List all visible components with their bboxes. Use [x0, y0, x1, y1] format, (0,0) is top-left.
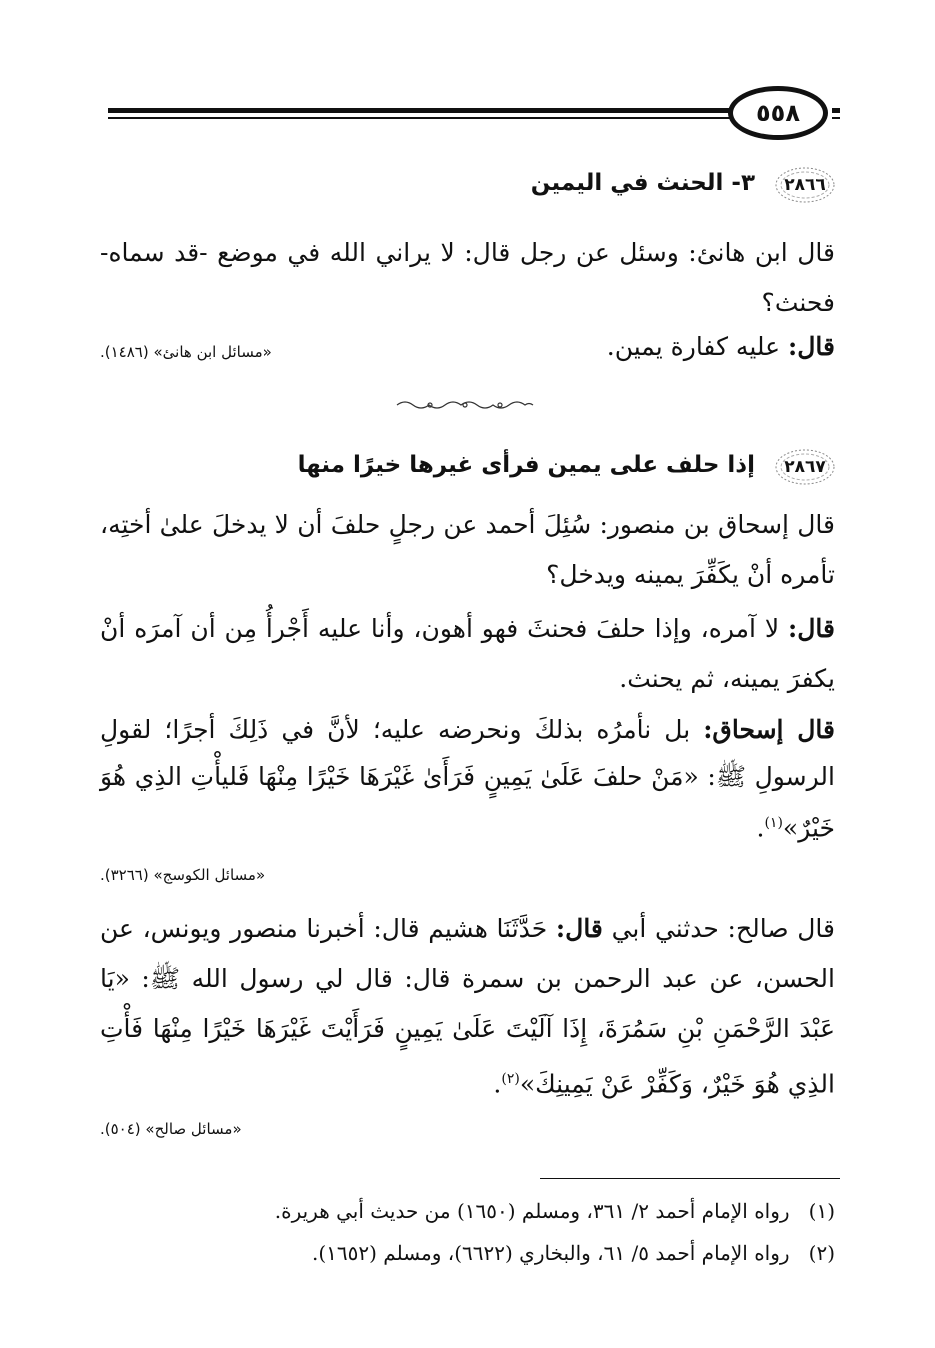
- saleh-text: حَدَّثَنَا هشيم قال: أخبرنا منصور ويونس، عن الحسن، عن عبد الرحمن بن سمرة قال: قال لي رسول الله ﷺ: «يَا عَبْدَ الرَّحْمَنِ بْنِ سَمُرَةَ، إِذَا آلَيْتَ عَلَىٰ يَمِينٍ فَرَأَيْتَ غَيْرَهَا خَيْرًا مِنْهَا فَأْتِ الذِي هُوَ خَيْرٌ، وَكَفِّرْ عَنْ يَمِينِكَ»: [100, 914, 835, 1099]
- answer-paragraph: [100, 604, 835, 704]
- question-paragraph: قال ابن هانئ: وسئل عن رجل قال: لا يراني الله في موضع -قد سماه- فحنث؟: [100, 238, 835, 317]
- ishaq-label: قال إسحاق:: [703, 715, 835, 744]
- question-paragraph: قال إسحاق بن منصور: سُئِلَ أحمد عن رجلٍ حلفَ أن لا يدخلَ علىٰ أختِه، تأمره أنْ يكَفِّرَ يمينه ويدخل؟: [100, 510, 835, 589]
- issue-number-badge: [774, 448, 836, 486]
- ishaq-paragraph: قال إسحاق: بل نأمرُه بذلكَ ونحرضه عليه؛ لأنَّ في ذَلِكَ أجرًا؛ لقولِ الرسولِ ﷺ: «مَنْ حلفَ عَلَىٰ يَمِينٍ فَرَأَىٰ غَيْرَهَا خَيْرًا مِنْهَا فَليأْتِ الذِي هُوَ خَيْرٌ»$^{(١)}$.: [100, 715, 835, 843]
- ishaq-text: بل نأمرُه بذلكَ ونحرضه عليه؛ لأنَّ في ذَلِكَ أجرًا؛ لقولِ الرسولِ ﷺ: «مَنْ حلفَ عَلَىٰ يَمِينٍ فَرَأَىٰ غَيْرَهَا خَيْرًا مِنْهَا فَليأْتِ الذِي هُوَ خَيْرٌ»: [100, 715, 835, 843]
- answer-paragraph: [440, 322, 835, 372]
- footnote-text: رواه الإمام أحمد ٢/ ٣٦١، ومسلم (١٦٥٠) من حديث أبي هريرة.: [274, 1199, 790, 1223]
- answer-label: قال:: [788, 332, 835, 361]
- answer-text: لا آمره، وإذا حلفَ فحنثَ فهو أهون، وأنا عليه أَجْرأُ مِن أن آمرَه أنْ يكفرَ يمينه، ثم يحنث.: [100, 614, 835, 693]
- footnote-mark: (٢): [808, 1241, 835, 1265]
- answer-label: قال:: [788, 614, 835, 643]
- footnote-mark: (١): [808, 1199, 835, 1223]
- saleh-paragraph: قال صالح: حدثني أبي قال: حَدَّثَنَا هشيم قال: أخبرنا منصور ويونس، عن الحسن، عن عبد الرحمن بن سمرة قال: قال لي رسول الله ﷺ: «يَا عَبْدَ الرَّحْمَنِ بْنِ سَمُرَةَ، إِذَا آلَيْتَ عَلَىٰ يَمِينٍ فَرَأَيْتَ غَيْرَهَا خَيْرًا مِنْهَا فَأْتِ الذِي هُوَ خَيْرٌ، وَكَفِّرْ عَنْ يَمِينِكَ»$^{(٢)}$.: [100, 914, 835, 1099]
- footnote-mark: (٢): [501, 1071, 520, 1087]
- issue-number-badge: [774, 166, 836, 204]
- page-number: ٥٥٨: [728, 86, 828, 140]
- saleh-prefix: قال صالح: حدثني أبي: [611, 914, 835, 943]
- issue-number: ٢٨٦٧: [784, 457, 826, 477]
- section-heading: إذا حلف على يمين فرأى غيرها خيرًا منها: [297, 452, 755, 478]
- source-reference: «مسائل الكوسج» (٣٢٦٦).: [100, 866, 266, 884]
- answer-text: عليه كفارة يمين.: [606, 332, 781, 361]
- footnote-item: [100, 1196, 835, 1226]
- footnote-text: رواه الإمام أحمد ٥/ ٦١، والبخاري (٦٦٢٢)، ومسلم (١٦٥٢).: [311, 1241, 790, 1265]
- header-rule-end: [832, 108, 840, 122]
- saleh-label: قال:: [555, 914, 603, 943]
- footnote-mark: (١): [764, 815, 783, 831]
- footnote-rule: [540, 1178, 840, 1179]
- header-rule: [108, 108, 730, 122]
- section-divider-ornament-icon: [395, 398, 535, 412]
- section-heading: ٣- الحنث في اليمين: [530, 170, 755, 196]
- issue-number: ٢٨٦٦: [784, 175, 826, 195]
- source-reference: «مسائل ابن هانئ» (١٤٨٦).: [100, 343, 272, 361]
- source-reference: «مسائل صالح» (٥٠٤).: [100, 1120, 242, 1138]
- footnote-item: [100, 1238, 835, 1268]
